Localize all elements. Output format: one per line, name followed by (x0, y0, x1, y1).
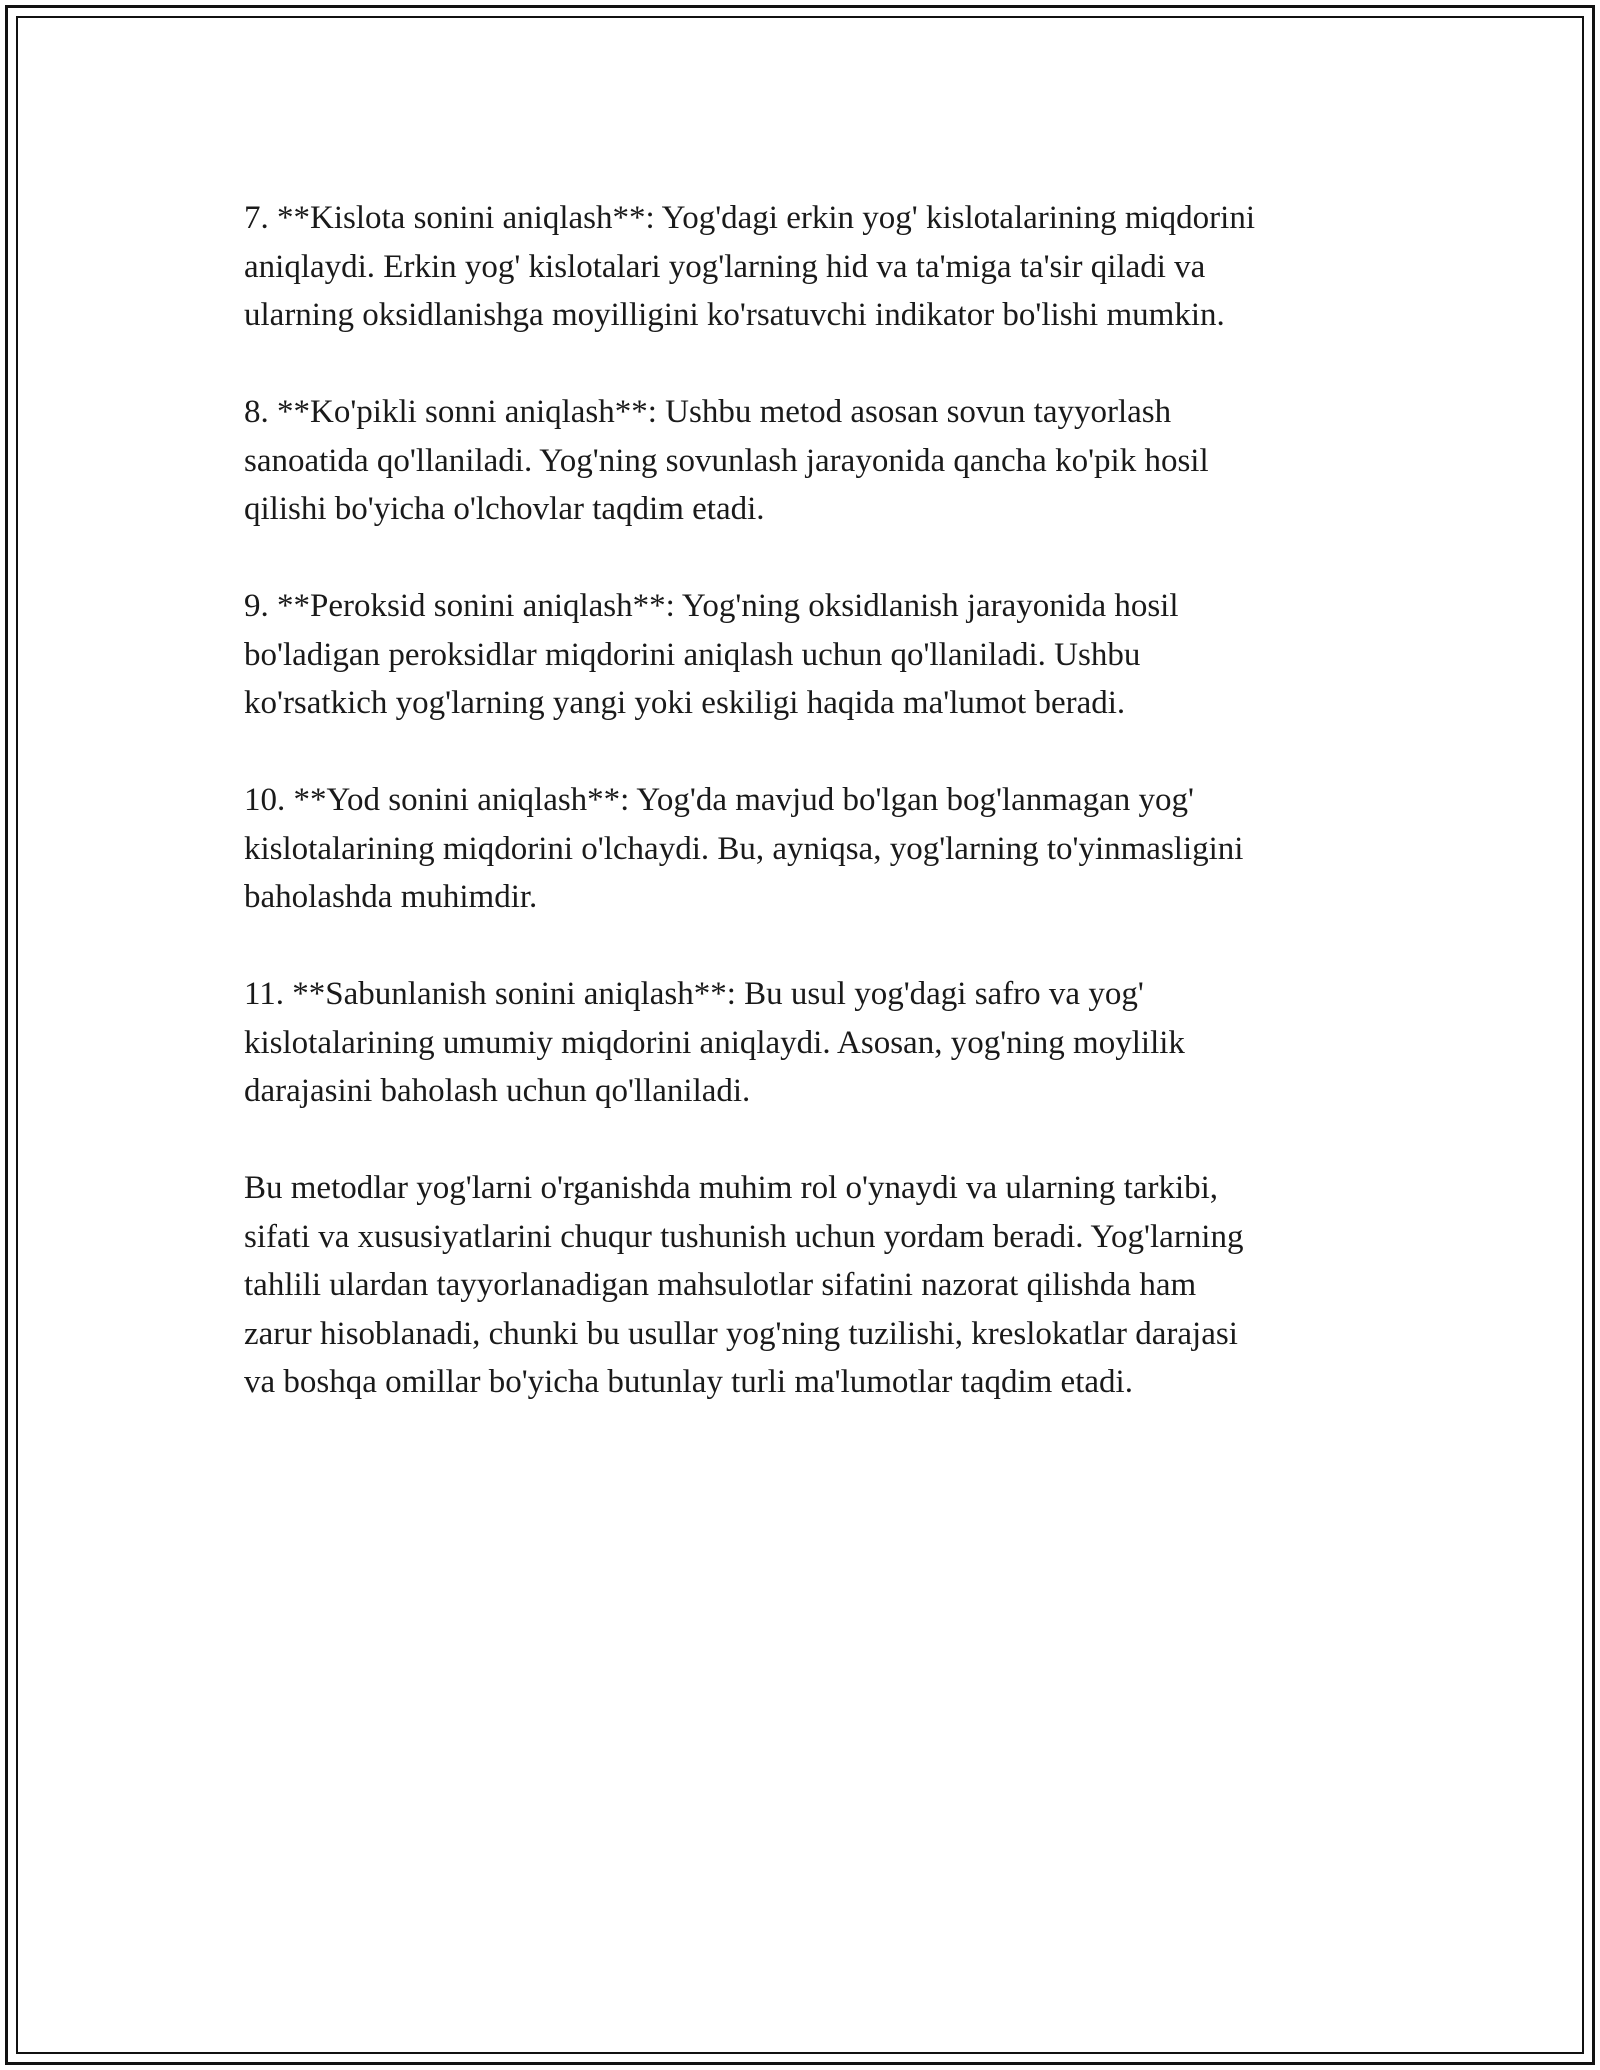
paragraph-foam-number: 8. **Ko'pikli sonni aniqlash**: Ushbu metod asosan sovun tayyorlash sanoatida qo'llaniladi. Yog'ning sovunlash jarayonida qancha ko'pik hosil qilishi bo'yicha o'lchovlar taqdim etadi. (244, 394, 1209, 527)
paragraph-peroxide-number: 9. **Peroksid sonini aniqlash**: Yog'ning oksidlanish jarayonida hosil bo'ladigan peroksidlar miqdorini aniqlash uchun qo'llaniladi. Ushbu ko'rsatkich yog'larning yangi yoki eskiligi haqida ma'lumot beradi. (244, 588, 1179, 721)
paragraph-acid-number: 7. **Kislota sonini aniqlash**: Yog'dagi erkin yog' kislotalarining miqdorini aniqlaydi. Erkin yog' kislotalari yog'larning hid va ta'miga ta'sir qiladi va ularning oksidlanishga moyilligini ko'rsatuvchi indikator bo'lishi mumkin. (244, 200, 1256, 333)
paragraph-conclusion: Bu metodlar yog'larni o'rganishda muhim rol o'ynaydi va ularning tarkibi, sifati va xususiyatlarini chuqur tushunish uchun yordam beradi. Yog'larning tahlili ulardan tayyorlanadigan mahsulotlar sifatini nazorat qilishda ham zarur hisoblanadi, chunki bu usullar yog'ning tuzilishi, kreslokatlar darajasi va boshqa omillar bo'yicha butunlay turli ma'lumotlar taqdim etadi. (244, 1170, 1244, 1400)
paragraph-saponification-number: 11. **Sabunlanish sonini aniqlash**: Bu usul yog'dagi safro va yog' kislotalarining umumiy miqdorini aniqlaydi. Asosan, yog'ning moylilik darajasini baholash uchun qo'llaniladi. (244, 976, 1185, 1109)
document-body (244, 194, 1394, 1455)
page-frame (5, 5, 1595, 2065)
paragraph-iodine-number: 10. **Yod sonini aniqlash**: Yog'da mavjud bo'lgan bog'lanmagan yog' kislotalarining miqdorini o'lchaydi. Bu, ayniqsa, yog'larning to'yinmasligini baholashda muhimdir. (244, 782, 1244, 915)
